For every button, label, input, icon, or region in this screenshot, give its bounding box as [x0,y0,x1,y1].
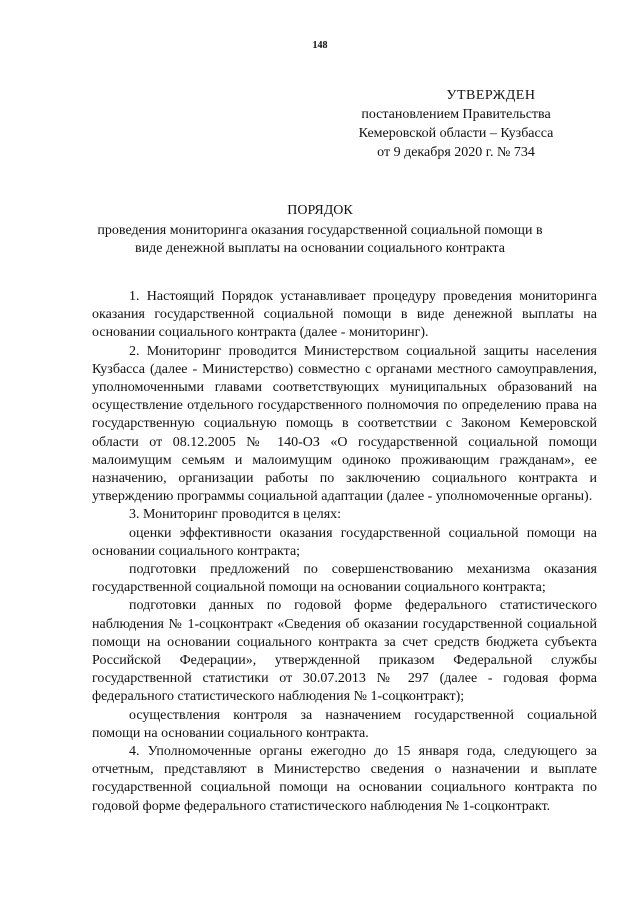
document-body [92,288,597,816]
approval-line-region: Кемеровской области – Кузбасса [358,126,554,141]
document-heading [92,202,548,258]
document-title: ПОРЯДОК [287,203,353,218]
approval-title: УТВЕРЖДЕН [446,88,536,103]
paragraph-4: 4. Уполномоченные органы ежегодно до 15 января года, следующего за отчетным, представляют в Министерство сведения о назначении и выплате государственной социальной помощи на основании социального контракта по годовой форме федерального статистического наблюдения № 1-соцконтракт. [92,744,597,814]
approval-line-decree: постановлением Правительства [361,107,551,122]
paragraph-1: 1. Настоящий Порядок устанавливает процедуру проведения мониторинга оказания государственной социальной помощи в виде денежной выплаты на основании социального контракта (далее - мониторинг). [92,289,597,341]
paragraph-goal-3: подготовки данных по годовой форме федерального статистического наблюдения № 1-соцконтракт «Сведения об оказании государственной социальной помощи на основании социального контракта за счет средств бюджета субъекта Российской Федерации», утвержденной приказом Федеральной службы государственной статистики от 30.07.2013 № 297 (далее - годовая форма федерального статистического наблюдения № 1-соцконтракт); [92,598,597,705]
document-subtitle: проведения мониторинга оказания государственной социальной помощи в виде денежной выплаты на основании социального контракта [97,223,543,256]
paragraph-goal-2: подготовки предложений по совершенствованию механизма оказания государственной социальной помощи на основании социального контракта; [92,562,597,596]
approval-block [326,86,586,162]
paragraph-goal-4: осуществления контроля за назначением государственной социальной помощи на основании социального контракта. [92,707,597,741]
paragraph-goal-1: оценки эффективности оказания государственной социальной помощи на основании социального контракта; [92,525,597,559]
paragraph-3: 3. Мониторинг проводится в целях: [129,507,342,523]
page-number: 148 [312,40,328,51]
approval-line-date: от 9 декабря 2020 г. № 734 [377,145,535,160]
paragraph-2: 2. Мониторинг проводится Министерством социальной защиты населения Кузбасса (далее - Министерство) совместно с органами местного самоуправления, уполномоченными главами соответствующих муниципальных образований на осуществление отдельного государственного полномочия по определению права на государственную социальную помощь в соответствии с Законом Кемеровской области от 08.12.2005 № 140-ОЗ «О государственной социальной помощи малоимущим семьям и малоимущим одиноко проживающим гражданам», ее назначению, организации работы по заключению социального контракта и утверждению программы социальной адаптации (далее - уполномоченные органы). [92,343,597,505]
